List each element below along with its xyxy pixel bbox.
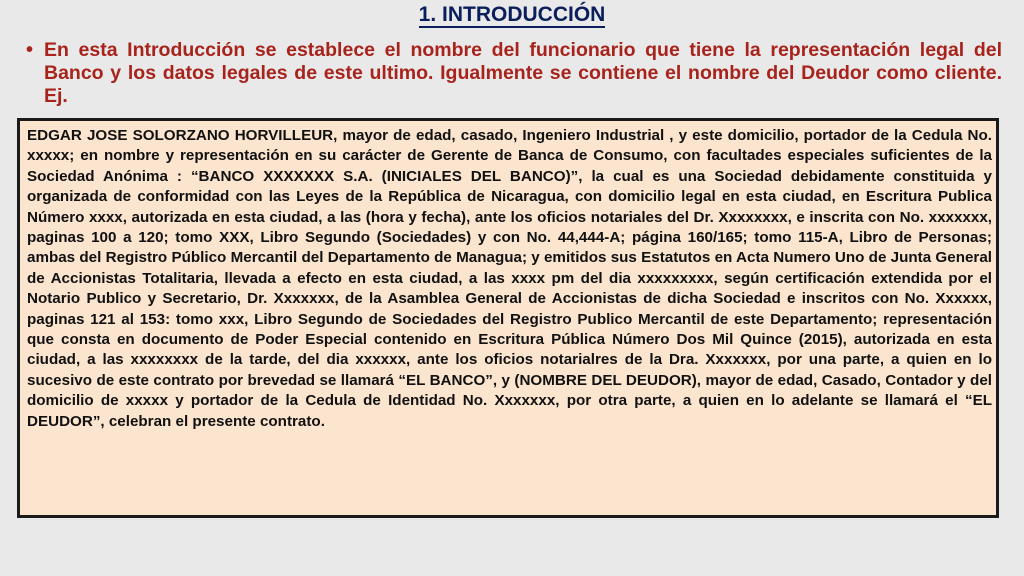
example-contract-text: EDGAR JOSE SOLORZANO HORVILLEUR, mayor de edad, casado, Ingeniero Industrial , y este domicilio, portador de la Cedula No. xxxxx; en nombre y representación en su carácter de Gerente de Banca de Consumo, con facultades especiales suficientes de la Sociedad Anónima : “BANCO XXXXXXX S.A. (INICIALES DEL BANCO)”, la cual es una Sociedad debidamente constituida y organizada de conformidad con las Leyes de la República de Nicaragua, con domicilio legal en esta ciudad, en Escritura Publica Número xxxx, autorizada en esta ciudad, a las (hora y fecha), ante los oficios notariales del Dr. Xxxxxxxx, e inscrita con No. xxxxxxx, paginas 100 a 120; tomo XXX, Libro Segundo (Sociedades) y con No. 44,444-A; página 160/165; tomo 115-A, Libro de Personas; ambas del Registro Público Mercantil del Departamento de Managua; y emitidos sus Estatutos en Acta Numero Uno de Junta General de Accionistas Totalitaria, llevada a efecto en esta ciudad, a las xxxx pm del dia xxxxxxxxx, según certificación extendida por el Notario Publico y Secretario, Dr. Xxxxxxx, de la Asamblea General de Accionistas de dicha Sociedad e inscritos con No. Xxxxxx, paginas 121 al 153: tomo xxx, Libro Segundo de Sociedades del Registro Publico Mercantil de este Departamento; representación que consta en documento de Poder Especial contenido en Escritura Pública Número Dos Mil Quince (2015), autorizada en esta ciudad, a las xxxxxxxx de la tarde, del dia xxxxxx, ante los oficios notarialres de la Dra. Xxxxxxx, por una parte, a quien en lo sucesivo de este contrato por brevedad se llamará “EL BANCO”, y (NOMBRE DEL DEUDOR), mayor de edad, Casado, Contador y del domicilio de xxxxx y portador de la Cedula de Identidad No. Xxxxxxx, por otra parte, a quien en lo adelante se llamará el “EL DEUDOR”, celebran el presente contrato. <box>27 127 992 430</box>
intro-bullet <box>26 39 1002 108</box>
intro-bullet-text: En esta Introducción se establece el nombre del funcionario que tiene la representación legal del Banco y los datos legales de este ultimo. Igualmente se contiene el nombre del Deudor como cliente. Ej. <box>44 39 1002 107</box>
slide-title <box>0 3 1024 27</box>
example-text-box <box>17 118 999 518</box>
slide-title-text: 1. INTRODUCCIÓN <box>418 3 606 26</box>
bullet-marker: • <box>26 39 34 61</box>
